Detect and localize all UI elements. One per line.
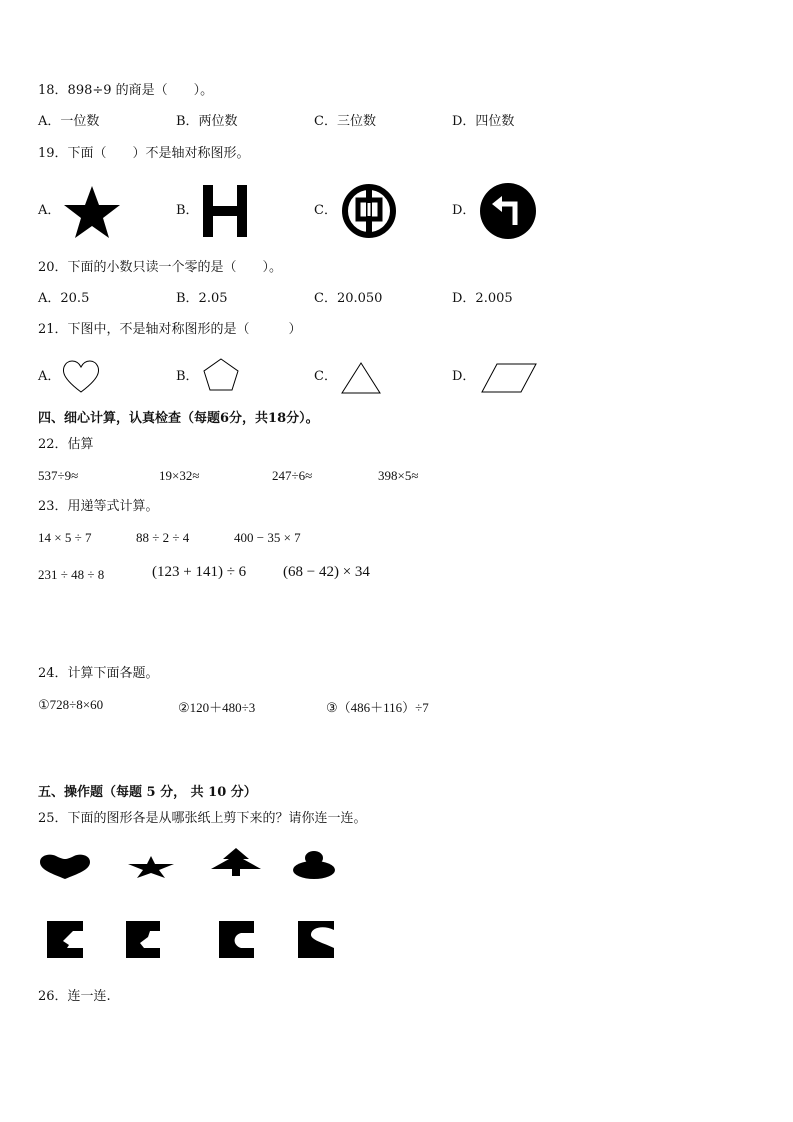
tree-cutout-icon <box>209 847 263 877</box>
question-26-stem: 26．连一连. <box>38 989 111 1004</box>
bank-logo-icon <box>341 183 397 239</box>
question-18-stem: 18．898÷9 的商是（ ）。 <box>38 83 214 98</box>
paper-wave-icon <box>298 921 336 959</box>
q24-item-1: ①728÷8×60 <box>38 697 104 712</box>
heart-cutout-icon <box>38 852 92 880</box>
q18-option-c: C．三位数 <box>314 114 376 129</box>
q20-option-c: C．20.050 <box>314 291 383 306</box>
q23-expr-4: 231 ÷ 48 ÷ 8 <box>38 567 105 582</box>
q22-item-2: 19×32≈ <box>159 468 200 483</box>
q18-option-b: B．两位数 <box>176 114 238 129</box>
paper-zigzag-icon <box>47 921 85 959</box>
triangle-icon <box>340 361 382 395</box>
q24-item-3: ③（486＋116）÷7 <box>326 700 429 715</box>
q19-label-b: B． <box>176 203 199 218</box>
section-5-title: 五、操作题（每题 5 分， 共 10 分） <box>38 785 257 800</box>
q23-expr-1: 14 × 5 ÷ 7 <box>38 530 92 545</box>
q20-option-d: D．2.005 <box>452 291 513 306</box>
q21-label-c: C． <box>314 369 337 384</box>
q21-label-b: B． <box>176 369 199 384</box>
question-19-stem: 19．下面（ ）不是轴对称图形。 <box>38 146 250 161</box>
q23-expr-3: 400 − 35 × 7 <box>234 530 301 545</box>
question-22-stem: 22．估算 <box>38 437 94 452</box>
q23-expr-5: (123 + 141) ÷ 6 <box>152 564 247 580</box>
q21-label-d: D． <box>452 369 476 384</box>
q22-item-4: 398×5≈ <box>378 468 419 483</box>
star-icon <box>62 184 122 240</box>
q22-item-3: 247÷6≈ <box>272 468 313 483</box>
paper-arc-icon <box>219 921 257 959</box>
letter-h-icon <box>203 185 247 237</box>
q24-item-2: ②120＋480÷3 <box>178 700 256 715</box>
question-21-stem: 21．下图中，不是轴对称图形的是（ ） <box>38 322 302 337</box>
q23-expr-6: (68 − 42) × 34 <box>283 564 370 580</box>
turn-left-sign-icon <box>479 182 537 240</box>
star-cutout-icon <box>126 855 176 879</box>
paper-step-icon <box>126 921 164 959</box>
q19-label-d: D． <box>452 203 476 218</box>
section-4-title: 四、细心计算，认真检查（每题6分，共18分）。 <box>38 411 319 426</box>
heart-icon <box>61 358 101 394</box>
gourd-cutout-icon <box>292 850 336 880</box>
q20-option-a: A．20.5 <box>38 291 90 306</box>
question-20-stem: 20．下面的小数只读一个零的是（ ）。 <box>38 260 283 275</box>
q18-option-a: A．一位数 <box>38 114 100 129</box>
q19-label-a: A． <box>38 203 61 218</box>
q20-option-b: B．2.05 <box>176 291 228 306</box>
question-23-stem: 23．用递等式计算。 <box>38 499 159 514</box>
q19-label-c: C． <box>314 203 337 218</box>
question-24-stem: 24．计算下面各题。 <box>38 666 159 681</box>
parallelogram-icon <box>480 362 538 394</box>
q22-item-1: 537÷9≈ <box>38 468 79 483</box>
question-25-stem: 25．下面的图形各是从哪张纸上剪下来的？请你连一连。 <box>38 811 367 826</box>
q18-option-d: D．四位数 <box>452 114 515 129</box>
q21-label-a: A． <box>38 369 61 384</box>
pentagon-icon <box>201 357 241 393</box>
q23-expr-2: 88 ÷ 2 ÷ 4 <box>136 530 190 545</box>
